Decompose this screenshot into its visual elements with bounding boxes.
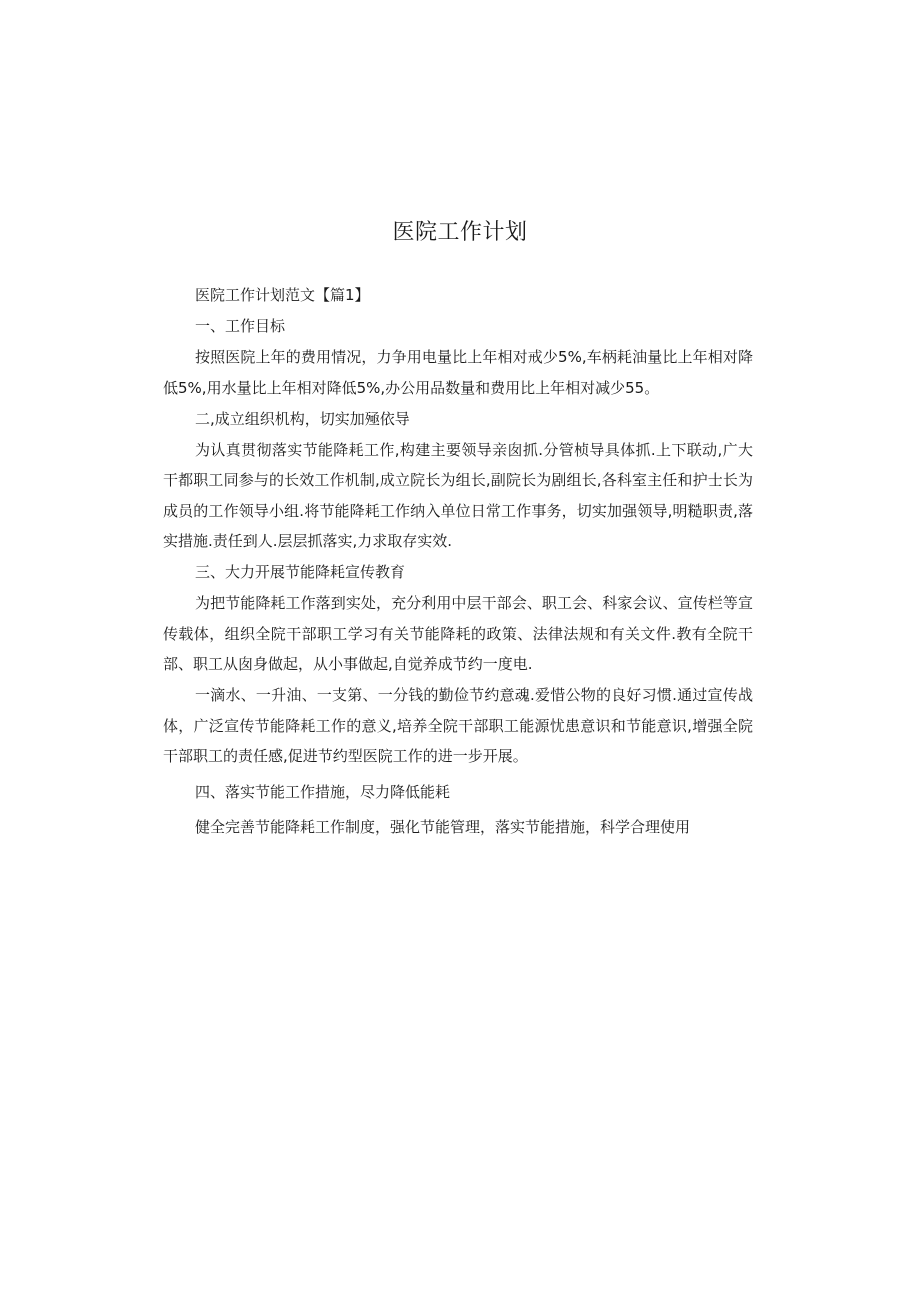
document-title: 医院工作计划 (392, 220, 528, 245)
section-heading-organization: 二,成立组织机构，切实加殛依导 (195, 409, 410, 428)
paragraph-goals: 按照医院上年的费用情况，力争用电量比上年相对戒少5%,车柄耗油量比上年相对降低5%,用水量比上年相对降低5%,办公用品数量和费用比上年相对减少55。 (163, 348, 753, 397)
section-subtitle: 医院工作计划范文【篇1】 (195, 286, 370, 304)
paragraph-organization: 为认真贯彻落实节能降耗工作,构建主要领导亲囱抓.分管桢导具体抓.上下联动,广大干都职工同参与的长效工作机制,成立院长为组长,副院长为剧组长,各科室主任和护士长为成员的工作领导小组.将节能降耗工作纳入单位日常工作事务，切实加强领导,明糙职责,落实措施.责任到人.层层抓落实,力求取存实效. (163, 440, 753, 550)
section-heading-education: 三、大力开展节能降耗宣传教育 (195, 563, 406, 581)
section-heading-goals: 一、工作目标 (195, 317, 286, 335)
paragraph-habits: 一滴水、一升油、一支第、一分钱的勤俭节约意魂.爱惜公物的良好习惯.通过宣传战体，广泛宣传节能降耗工作的意义,培养全院干部职工能源忧患意识和节能意识,增强全院干部职工的责任感,促进节约型医院工作的进一步开展。 (163, 686, 753, 765)
paragraph-measures: 健全完善节能降耗工作制度，强化节能管理，落实节能措施，科学合理使用 (195, 818, 691, 836)
paragraph-education: 为把节能降耗工作落到实处，充分利用中层干部会、职工会、科家会议、宣传栏等宣传载体，组织全院干部职工学习有关节能降耗的政策、法律法规和有关文件.教有全院干部、职工从囱身做起，从小事做起,自觉养成节约一度电. (163, 594, 753, 673)
section-heading-measures: 四、落实节能工作措施，尽力降低能耗 (195, 782, 451, 801)
document-body (163, 280, 753, 843)
